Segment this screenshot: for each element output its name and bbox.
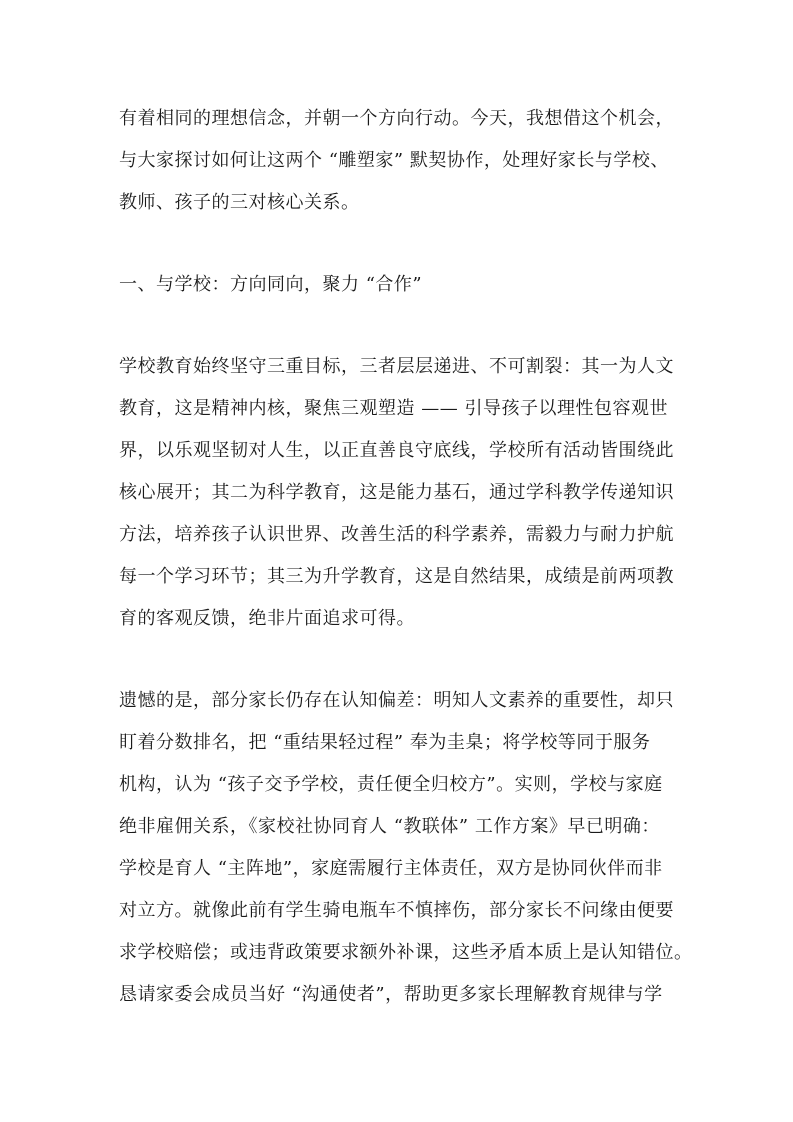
paragraph-4-line-5: 学校是育人 “主阵地”，家庭需履行主体责任，双方是协同伙伴而非 bbox=[119, 858, 663, 879]
section-heading: 一、与学校：方向同向，聚力 “合作” bbox=[119, 274, 423, 295]
paragraph-1-line-1: 有着相同的理想信念，并朝一个方向行动。今天，我想借这个机会， bbox=[119, 108, 674, 129]
paragraph-3-line-5: 方法，培养孩子认识世界、改善生活的科学素养，需毅力与耐力护航 bbox=[119, 524, 674, 545]
paragraph-3-line-3: 界，以乐观坚韧对人生，以正直善良守底线，学校所有活动皆围绕此 bbox=[119, 440, 674, 461]
paragraph-3-line-7: 育的客观反馈，绝非片面追求可得。 bbox=[119, 608, 415, 629]
paragraph-4-line-2: 盯着分数排名，把 “重结果轻过程” 奉为圭臬；将学校等同于服务 bbox=[119, 732, 651, 753]
paragraph-4-line-4: 绝非雇佣关系，《家校社协同育人 “教联体” 工作方案》早已明确： bbox=[119, 816, 660, 837]
paragraph-3-line-6: 每一个学习环节；其三为升学教育，这是自然结果，成绩是前两项教 bbox=[119, 566, 674, 587]
paragraph-4-line-8: 恳请家委会成员当好 “沟通使者”，帮助更多家长理解教育规律与学 bbox=[119, 984, 663, 1005]
paragraph-3-line-1: 学校教育始终坚守三重目标，三者层层递进、不可割裂：其一为人文 bbox=[119, 356, 674, 377]
paragraph-3-line-4: 核心展开；其二为科学教育，这是能力基石，通过学科教学传递知识 bbox=[119, 482, 674, 503]
paragraph-1-line-2: 与大家探讨如何让这两个 “雕塑家” 默契协作，处理好家长与学校、 bbox=[119, 150, 669, 171]
paragraph-3-line-2: 教育，这是精神内核，聚焦三观塑造 —— 引导孩子以理性包容观世 bbox=[119, 398, 668, 419]
paragraph-4-line-7: 求学校赔偿；或违背政策要求额外补课，这些矛盾本质上是认知错位。 bbox=[119, 942, 693, 963]
paragraph-4-line-1: 遗憾的是，部分家长仍存在认知偏差：明知人文素养的重要性，却只 bbox=[119, 690, 674, 711]
paragraph-4-line-6: 对立方。就像此前有学生骑电瓶车不慎摔伤，部分家长不问缘由便要 bbox=[119, 900, 674, 921]
paragraph-1-line-3: 教师、孩子的三对核心关系。 bbox=[119, 192, 360, 213]
paragraph-4-line-3: 机构，认为 “孩子交予学校，责任便全归校方”。实则，学校与家庭 bbox=[119, 774, 663, 795]
